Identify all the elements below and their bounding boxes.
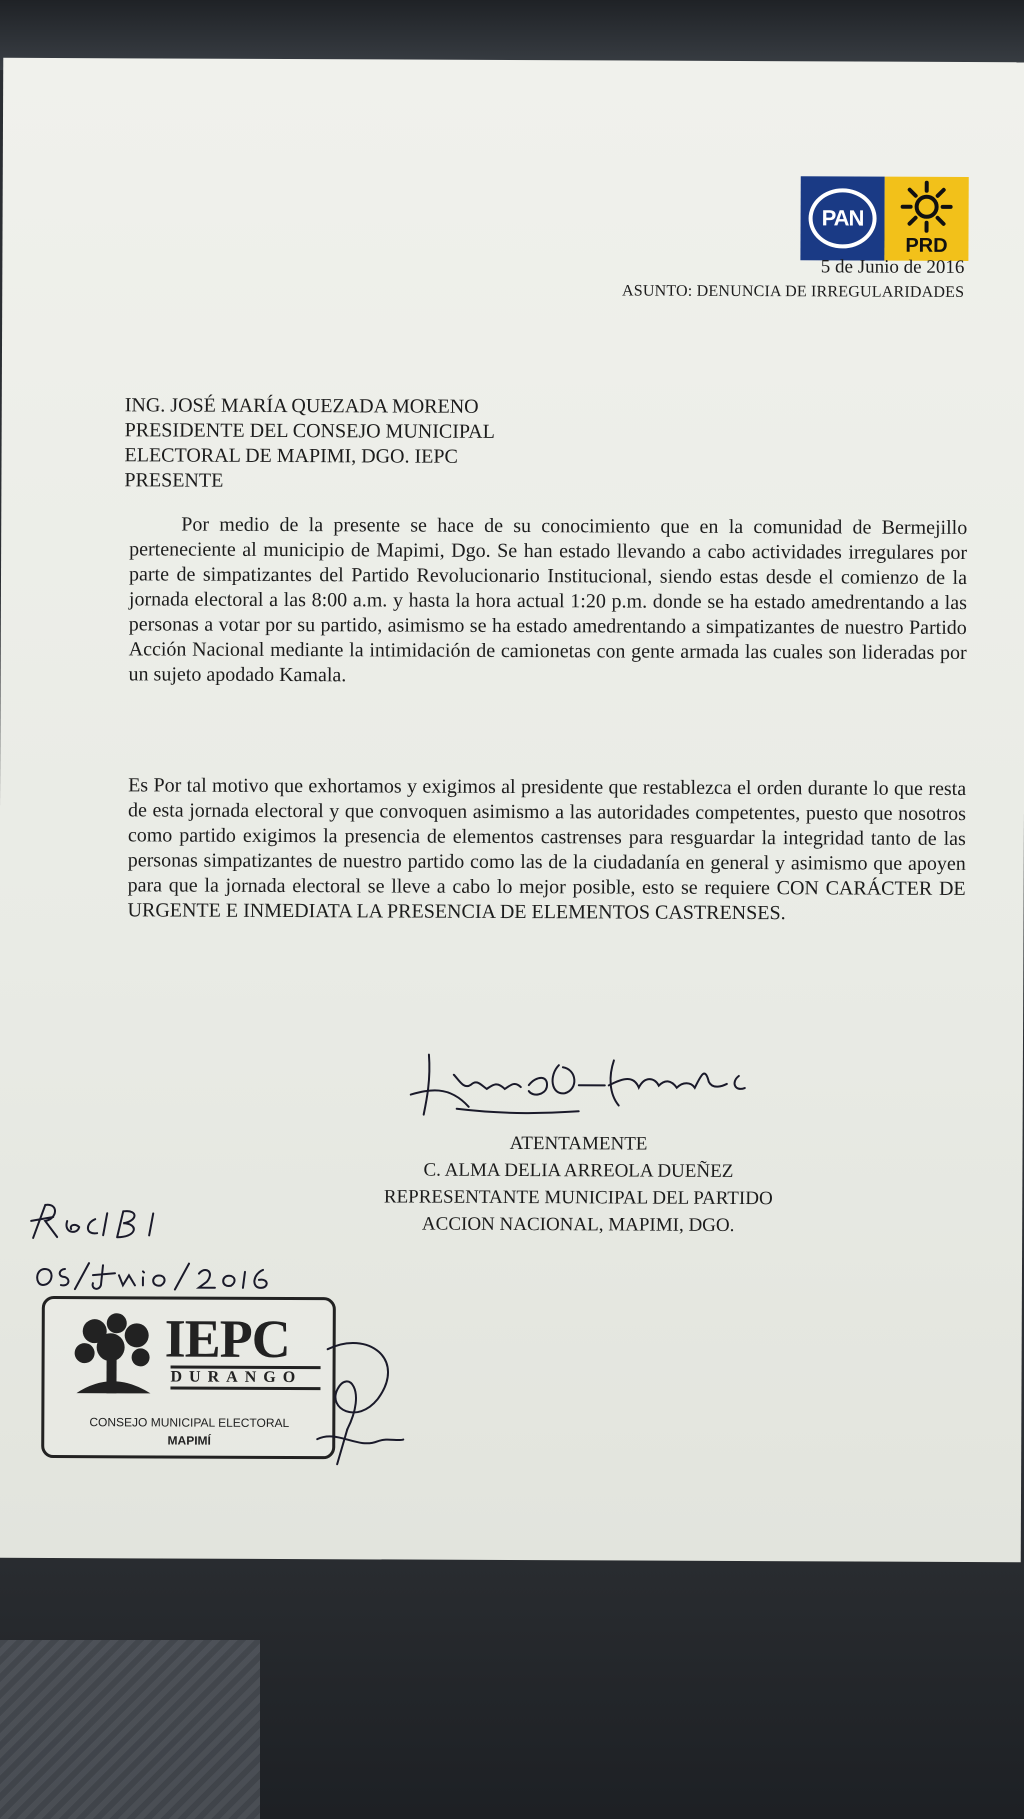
pan-logo-text: PAN (821, 205, 864, 231)
signer-name: C. ALMA DELIA ARREOLA DUEÑEZ (423, 1159, 734, 1182)
pan-logo (800, 176, 884, 260)
signer-title: REPRESENTANTE MUNICIPAL DEL PARTIDO (383, 1186, 773, 1210)
body-paragraph-2: Es Por tal motivo que exhortamos y exigimos al presidente que restablezca el orden durante lo que resta de esta jornada electoral y que convoquen asimismo a las autoridades competentes, puesto que nosotros como partido exigimos la presencia de elementos castrenses para resguardar la integridad tanto de las personas simpatizantes de nuestro partido como las de la ciudadanía en general y asimismo que apoyen para que la jornada electoral se lleve a cabo lo mejor posible, esto se requiere CON CARÁCTER DE URGENTE E INMEDIATA LA PRESENCIA DE ELEMENTOS CASTRENSES. (127, 774, 967, 925)
stamp-signature (297, 1329, 408, 1469)
handwritten-signature (409, 1045, 829, 1127)
iepc-stamp (41, 1296, 336, 1459)
iepc-emblem-icon (66, 1309, 158, 1405)
letter-sheet (0, 58, 1024, 1562)
closing-salutation: ATENTAMENTE (509, 1132, 648, 1155)
received-handwritten-note (23, 1193, 323, 1304)
prd-logo-text: PRD (905, 234, 948, 257)
prd-logo (884, 177, 968, 261)
party-logos (800, 176, 968, 261)
signer-party: ACCION NACIONAL, MAPIMI, DGO. (421, 1213, 735, 1236)
addressee-line: ING. JOSÉ MARÍA QUEZADA MORENO (124, 394, 479, 418)
background-cloth (0, 1640, 260, 1819)
body-paragraph-1: Por medio de la presente se hace de su conocimiento que en la comunidad de Bermejillo perteneciente al municipio de Mapimi, Dgo. Se han estado llevando a cabo actividades irregulares por parte de simpatizantes del Partido Revolucionario Institucional, siendo estas desde el comienzo de la jornada electoral a las 8:00 a.m. y hasta la hora actual 1:20 p.m. donde se ha estado amedrentando a las personas a votar por su partido, asimismo se ha estado amedrentando a simpatizantes de nuestro Partido Acción Nacional mediante la intimidación de camionetas con gente armada las cuales son lideradas por un sujeto apodado Kamala. (128, 513, 968, 687)
addressee-line: ELECTORAL DE MAPIMI, DGO. IEPC (124, 444, 458, 468)
sun-icon (899, 179, 955, 235)
addressee-block (124, 393, 495, 495)
letter-date: 5 de Junio de 2016 (820, 256, 965, 278)
addressee-line: PRESENTE (124, 469, 224, 492)
addressee-line: PRESIDENTE DEL CONSEJO MUNICIPAL (124, 419, 495, 443)
closing-block (328, 1129, 828, 1239)
stamp-council: CONSEJO MUNICIPAL ELECTORAL (89, 1415, 290, 1431)
stamp-municipality: MAPIMÍ (167, 1433, 211, 1448)
letter-subject: ASUNTO: DENUNCIA DE IRREGULARIDADES (621, 282, 965, 301)
stamp-title: IEPC (164, 1308, 290, 1370)
stamp-state: DURANGO (170, 1366, 320, 1391)
